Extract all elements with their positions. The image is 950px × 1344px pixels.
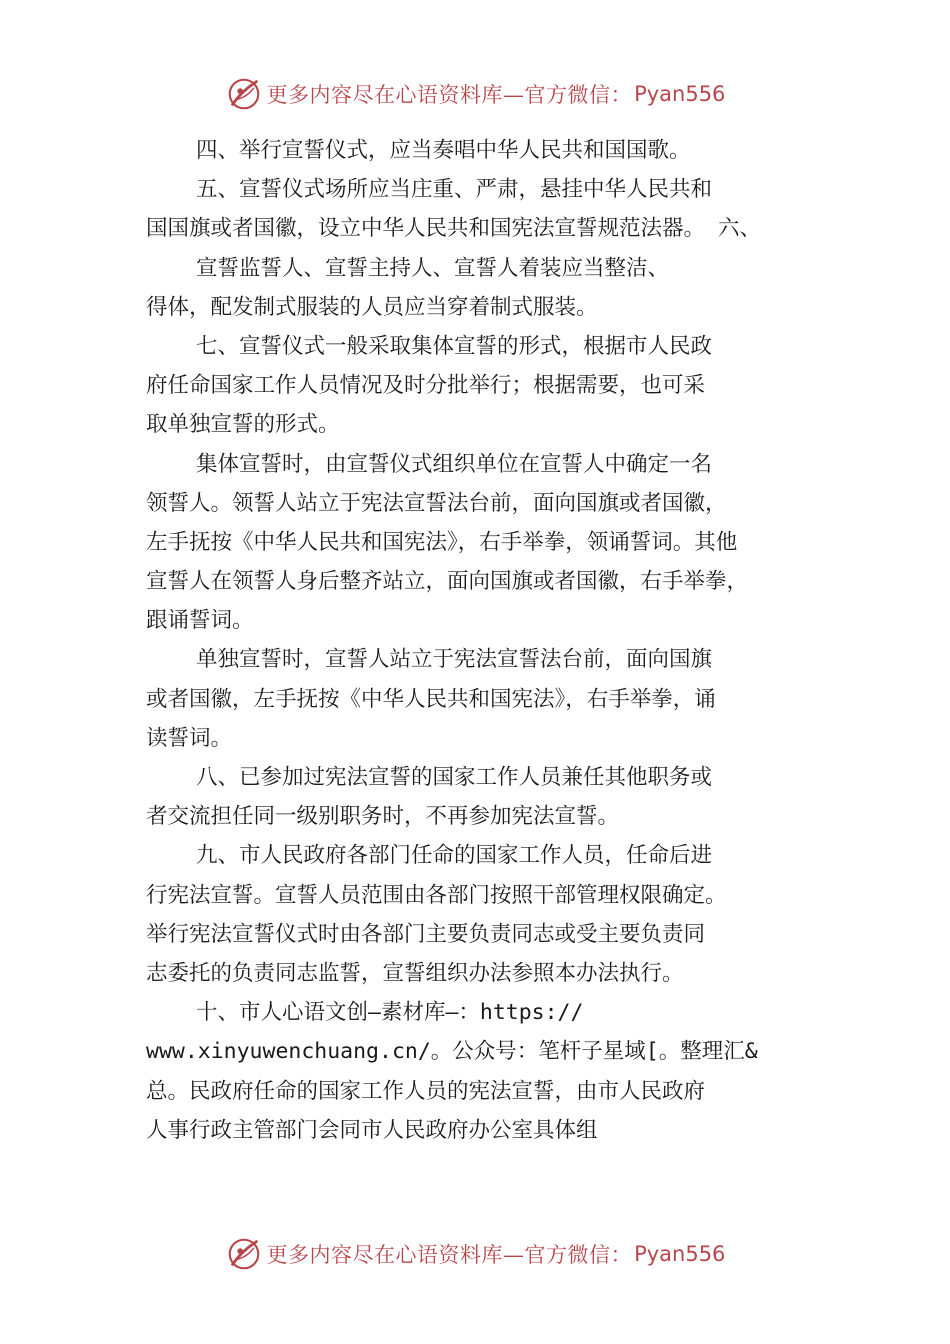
text-line: 得体，配发制式服装的人员应当穿着制式服装。 (146, 294, 598, 320)
text-line: 宣誓人在领誓人身后整齐站立，面向国旗或者国徽，右手举拳， (146, 569, 749, 595)
text-line: 人事行政主管部门会同市人民政府办公室具体组 (146, 1117, 598, 1143)
text-line: 行宪法宣誓。宣誓人员范围由各部门按照干部管理权限确定。 (146, 882, 727, 908)
brush-pen-logo-icon (225, 1235, 263, 1273)
header-wechat-id: Pyan556 (634, 82, 726, 106)
text-line: 府任命国家工作人员情况及时分批举行；根据需要，也可采 (146, 373, 706, 399)
text-line: 者交流担任同一级别职务时，不再参加宪法宣誓。 (146, 804, 620, 830)
text-line: 取单独宣誓的形式。 (146, 412, 340, 438)
text-line: 单独宣誓时，宣誓人站立于宪法宣誓法台前，面向国旗 (196, 647, 713, 673)
text-line: 七、宣誓仪式一般采取集体宣誓的形式，根据市人民政 (196, 333, 713, 359)
text-line: 九、市人民政府各部门任命的国家工作人员，任命后进 (196, 843, 713, 869)
text-line: 四、举行宣誓仪式，应当奏唱中华人民共和国国歌。 (196, 138, 691, 163)
footer-banner (0, 1234, 950, 1274)
footer-wechat-id: Pyan556 (634, 1242, 726, 1266)
text-line: 或者国徽，左手抚按《中华人民共和国宪法》，右手举拳，诵 (146, 686, 716, 712)
text-line: www.xinyuwenchuang.cn/。公众号：笔杆子星域[。整理汇& (146, 1039, 758, 1065)
text-line: 左手抚按《中华人民共和国宪法》，右手举拳，领诵誓词。其他 (146, 529, 738, 555)
text-line: 志委托的负责同志监誓，宣誓组织办法参照本办法执行。 (146, 960, 684, 986)
document-body (146, 131, 836, 1150)
brush-pen-logo-icon (225, 75, 263, 113)
header-banner (0, 74, 950, 114)
text-line: 集体宣誓时，由宣誓仪式组织单位在宣誓人中确定一名 (196, 451, 713, 477)
text-line: 举行宪法宣誓仪式时由各部门主要负责同志或受主要负责同 (146, 921, 706, 947)
text-line: 八、已参加过宪法宣誓的国家工作人员兼任其他职务或 (196, 765, 713, 790)
text-line: 宣誓监誓人、宣誓主持人、宣誓人着装应当整洁、 (196, 255, 670, 281)
text-line: 跟诵誓词。 (146, 608, 254, 634)
text-line: 国国旗或者国徽，设立中华人民共和国宪法宣誓规范法器。 六、 (146, 216, 761, 242)
text-line: 五、宣誓仪式场所应当庄重、严肃，悬挂中华人民共和 (196, 177, 713, 203)
header-brand-text: 更多内容尽在心语资料库—官方微信： (266, 83, 633, 107)
text-line: 领誓人。领誓人站立于宪法宣誓法台前，面向国旗或者国徽， (146, 490, 727, 516)
text-line: 总。民政府任命的国家工作人员的宪法宣誓，由市人民政府 (146, 1078, 706, 1104)
text-line: 读誓词。 (146, 725, 233, 751)
text-line: 十、市人心语文创—素材库—：https:// (196, 1000, 584, 1026)
footer-brand-text: 更多内容尽在心语资料库—官方微信： (266, 1243, 633, 1267)
